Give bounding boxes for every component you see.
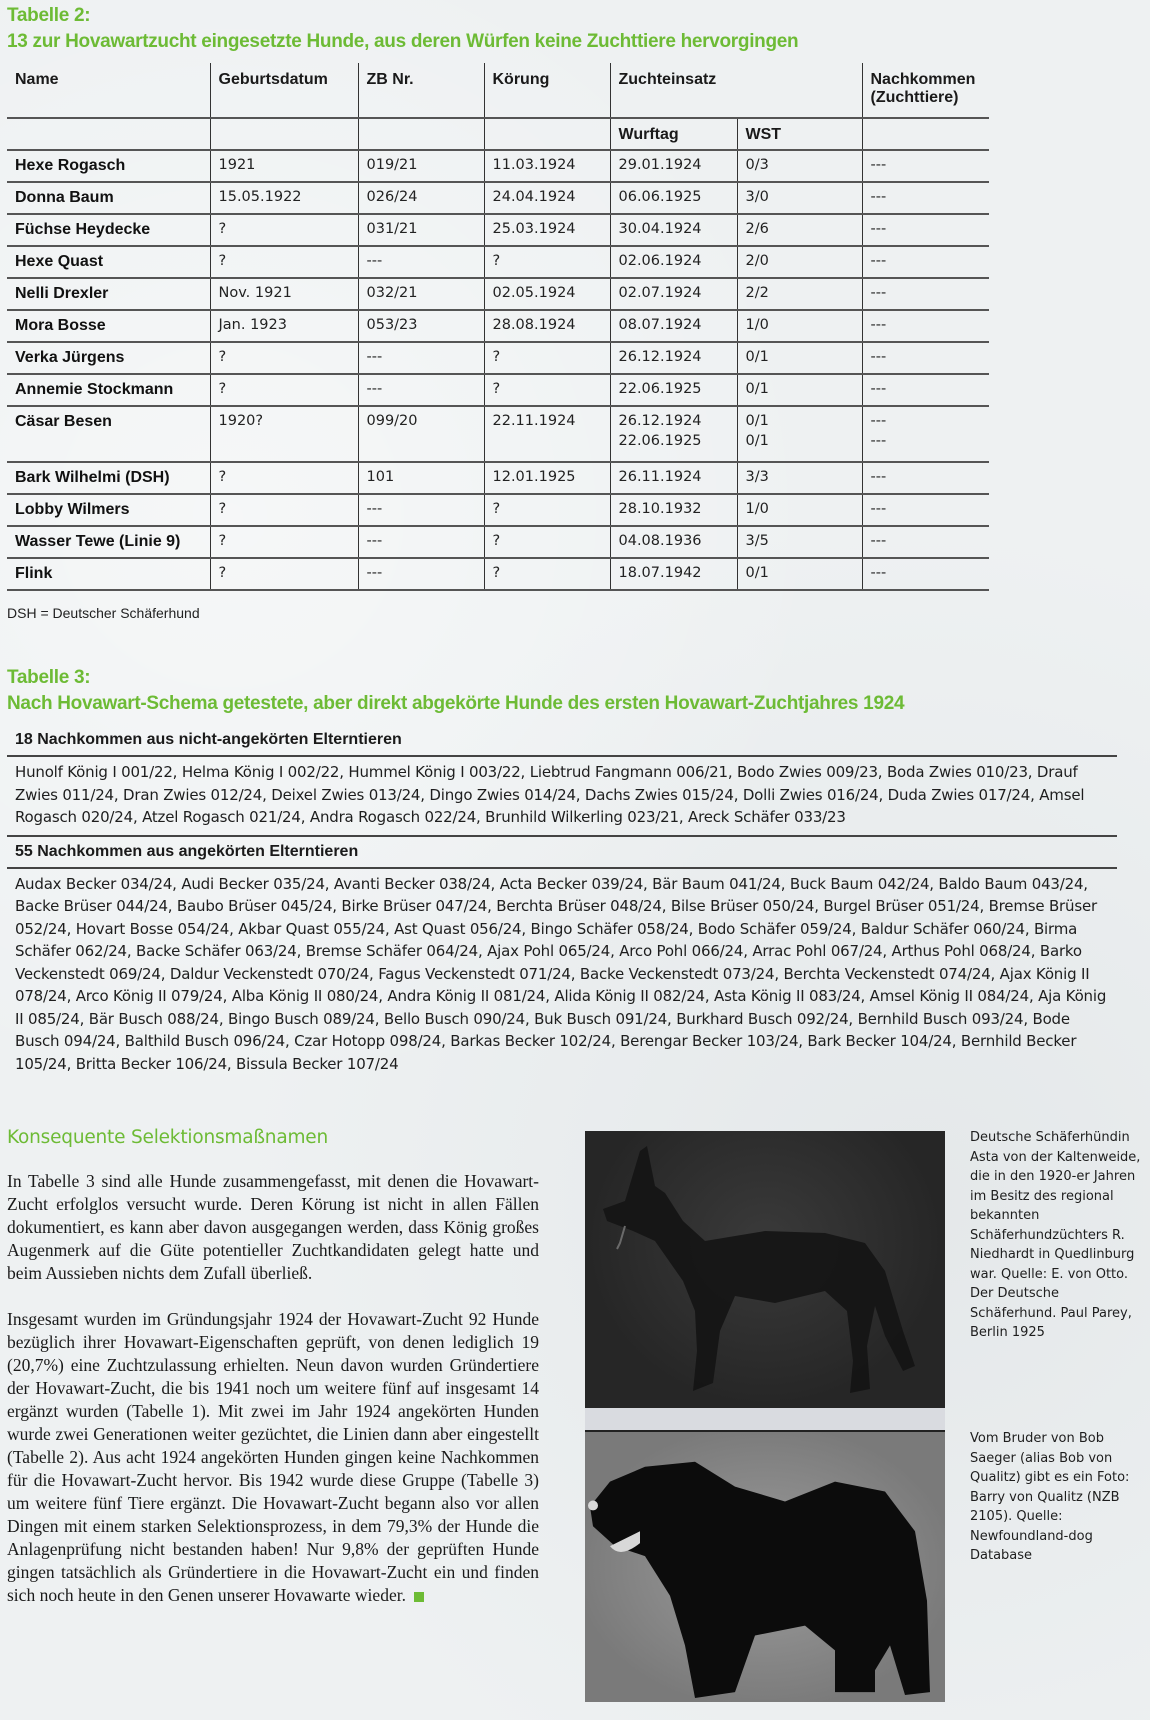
cell-name — [7, 182, 210, 214]
cell-nachkommen-value: --- — [870, 349, 887, 365]
cell-koerung — [484, 462, 610, 494]
cell-wst — [737, 246, 862, 278]
cell-geburtsdatum-value: 15.05.1922 — [218, 189, 302, 205]
header-koerung: Körung — [484, 63, 610, 118]
cell-wst — [737, 558, 862, 590]
cell-wurftag — [610, 526, 737, 558]
cell-wurftag-value: 18.07.1942 — [618, 565, 702, 581]
cell-nachkommen — [862, 342, 989, 374]
cell-koerung-value: 02.05.1924 — [492, 285, 576, 301]
table-row — [7, 342, 989, 374]
cell-nachkommen-value: --- — [870, 221, 887, 237]
cell-zb-nr — [358, 342, 484, 374]
cell-wurftag-value: 30.04.1924 — [618, 221, 702, 237]
cell-geburtsdatum — [210, 214, 358, 246]
table3-label: Tabelle 3: — [7, 667, 91, 688]
cell-nachkommen — [862, 374, 989, 406]
subheader-empty — [210, 118, 358, 150]
cell-name-value: Bark Wilhelmi (DSH) — [15, 469, 170, 486]
table3-group2-heading: 55 Nachkommen aus angekörten Elterntieren — [7, 837, 1117, 869]
cell-zb-nr — [358, 462, 484, 494]
cell-zb-nr — [358, 246, 484, 278]
cell-name-value: Nelli Drexler — [15, 285, 109, 302]
cell-wurftag-value: 28.10.1932 — [618, 501, 702, 517]
cell-nachkommen — [862, 406, 989, 462]
photo2-caption: Vom Bruder von Bob Saeger (alias Bob von Qualitz) gibt es ein Foto: Barry von Qualitz (NZB 2105). Quelle: Newfoundland-dog Database — [970, 1431, 1130, 1563]
table2 — [7, 63, 989, 591]
cell-zb-nr-value: 101 — [366, 469, 395, 485]
cell-nachkommen — [862, 150, 989, 182]
cell-koerung-value: ? — [492, 501, 501, 517]
cell-koerung-value: 11.03.1924 — [492, 157, 576, 173]
cell-wurftag — [610, 310, 737, 342]
cell-name-value: Hexe Rogasch — [15, 157, 126, 174]
cell-koerung-value: ? — [492, 565, 501, 581]
cell-koerung — [484, 494, 610, 526]
cell-zb-nr-value: --- — [366, 533, 383, 549]
cell-name — [7, 150, 210, 182]
cell-zb-nr-value: --- — [366, 349, 383, 365]
cell-nachkommen-value: --- — [870, 469, 887, 485]
cell-zb-nr-value: 026/24 — [366, 189, 418, 205]
cell-name — [7, 526, 210, 558]
cell-wst-value: 0/1 — [745, 349, 769, 365]
cell-wurftag-value: 02.06.1924 — [618, 253, 702, 269]
cell-zb-nr-value: 032/21 — [366, 285, 418, 301]
cell-wst-value: 0/1 — [745, 381, 769, 397]
cell-geburtsdatum — [210, 246, 358, 278]
cell-wst-value: 2/6 — [745, 221, 769, 237]
table-row — [7, 182, 989, 214]
cell-zb-nr — [358, 182, 484, 214]
table-row — [7, 150, 989, 182]
cell-name — [7, 246, 210, 278]
cell-nachkommen — [862, 278, 989, 310]
header-name: Name — [7, 63, 210, 118]
cell-nachkommen — [862, 310, 989, 342]
cell-nachkommen-value: --- — [870, 189, 887, 205]
cell-zb-nr-value: --- — [366, 381, 383, 397]
end-of-article-mark-icon — [414, 1592, 424, 1602]
table3 — [7, 727, 1117, 1081]
cell-wurftag-value: 26.12.1924 — [618, 413, 702, 429]
cell-geburtsdatum-value: ? — [218, 349, 227, 365]
cell-wurftag-value-2: 22.06.1925 — [618, 433, 702, 449]
subheader-empty — [7, 118, 210, 150]
cell-geburtsdatum — [210, 462, 358, 494]
cell-name-value: Donna Baum — [15, 189, 114, 206]
table3-group2-list: Audax Becker 034/24, Audi Becker 035/24, Avanti Becker 038/24, Acta Becker 039/24, Bär Baum 041/24, Buck Baum 042/24, Baldo Baum 043/24, Backe Brüser 044/24, Baubo Brüser 045/24, Birke Brüser 047/24, Berchta Brüser 048/24, Bilse Brüser 050/24, Burgel Brüser 051/24, Bremse Brüser 052/24, Hovart Bosse 054/24, Akbar Quast 055/24, Ast Quast 056/24, Bingo Schäfer 058/24, Bodo Schäfer 059/24, Baldur Schäfer 060/24, Birma Schäfer 062/24, Backe Schäfer 063/24, Bremse Schäfer 064/24, Ajax Pohl 065/24, Arco Pohl 066/24, Arrac Pohl 067/24, Arthus Pohl 068/24, Barko Veckenstedt 069/24, Daldur Veckenstedt 070/24, Fagus Veckenstedt 071/24, Backe Veckenstedt 073/24, Berchta Veckenstedt 074/24, Ajax König II 078/24, Arco König II 079/24, Alba König II 080/24, Andra König II 081/24, Alida König II 082/24, Asta König II 083/24, Amsel König II 084/24, Aja König II 085/24, Bär Busch 088/24, Bingo Busch 089/24, Bello Busch 090/24, Buk Busch 091/24, Burkhard Busch 092/24, Bernhild Busch 093/24, Bode Busch 094/24, Balthild Busch 096/24, Czar Hotopp 098/24, Barkas Becker 102/24, Berengar Becker 103/24, Bark Becker 104/24, Bernhild Becker 105/24, Britta Becker 106/24, Bissula Becker 107/24 — [15, 874, 1107, 1073]
cell-wst-value: 3/5 — [745, 533, 769, 549]
table3-group1-list: Hunolf König I 001/22, Helma König I 002/22, Hummel König I 003/22, Liebtrud Fangmann 006/21, Bodo Zwies 009/23, Boda Zwies 010/23, Drauf Zwies 011/24, Dran Zwies 012/24, Deixel Zwies 013/24, Dingo Zwies 014/24, Dachs Zwies 015/24, Dolli Zwies 016/24, Duda Zwies 017/24, Amsel Rogasch 020/24, Atzel Rogasch 021/24, Andra Rogasch 022/24, Brunhild Wilkerling 023/21, Areck Schäfer 033/23 — [7, 757, 1117, 837]
cell-nachkommen — [862, 462, 989, 494]
cell-wst-value: 0/1 — [745, 565, 769, 581]
cell-nachkommen-value: --- — [870, 317, 887, 333]
cell-koerung-value: ? — [492, 533, 501, 549]
photo-divider — [585, 1408, 945, 1430]
cell-name-value: Cäsar Besen — [15, 413, 112, 430]
cell-nachkommen-value: --- — [870, 413, 887, 429]
cell-geburtsdatum — [210, 278, 358, 310]
cell-wst — [737, 406, 862, 462]
header-zuchteinsatz: Zuchteinsatz — [610, 63, 862, 118]
cell-wurftag — [610, 406, 737, 462]
cell-wurftag — [610, 278, 737, 310]
cell-name — [7, 278, 210, 310]
cell-geburtsdatum-value: ? — [218, 221, 227, 237]
cell-name — [7, 558, 210, 590]
cell-nachkommen-value: --- — [870, 285, 887, 301]
cell-name — [7, 214, 210, 246]
cell-geburtsdatum-value: ? — [218, 501, 227, 517]
table-row — [7, 246, 989, 278]
cell-name-value: Verka Jürgens — [15, 349, 125, 366]
photo1-caption: Deutsche Schäferhündin Asta von der Kaltenweide, die in den 1920-er Jahren im Besitz des regional bekannten Schäferhundzüchters R. Niedhardt in Quedlinburg war. Quelle: E. von Otto. Der Deutsche Schäferhund. Paul Parey, Berlin 1925 — [970, 1130, 1141, 1340]
cell-zb-nr-value: 099/20 — [366, 413, 418, 429]
cell-koerung — [484, 406, 610, 462]
cell-geburtsdatum-value: Nov. 1921 — [218, 285, 292, 301]
table-row — [7, 462, 989, 494]
cell-wst — [737, 310, 862, 342]
cell-zb-nr — [358, 214, 484, 246]
cell-nachkommen — [862, 558, 989, 590]
cell-nachkommen-value: --- — [870, 157, 887, 173]
cell-wurftag-value: 22.06.1925 — [618, 381, 702, 397]
cell-zb-nr — [358, 150, 484, 182]
cell-name-value: Flink — [15, 565, 53, 582]
newfoundland-dog-silhouette-icon — [585, 1432, 945, 1702]
cell-wst-value: 1/0 — [745, 501, 769, 517]
cell-wurftag — [610, 462, 737, 494]
cell-nachkommen — [862, 214, 989, 246]
table-row — [7, 374, 989, 406]
table-row — [7, 214, 989, 246]
cell-geburtsdatum — [210, 150, 358, 182]
cell-zb-nr-value: 031/21 — [366, 221, 418, 237]
cell-koerung — [484, 558, 610, 590]
cell-wst-value-2: 0/1 — [745, 433, 769, 449]
cell-name — [7, 462, 210, 494]
cell-geburtsdatum-value: ? — [218, 469, 227, 485]
cell-geburtsdatum-value: 1920? — [218, 413, 264, 429]
cell-geburtsdatum-value: 1921 — [218, 157, 256, 173]
cell-wurftag-value: 26.12.1924 — [618, 349, 702, 365]
cell-geburtsdatum — [210, 182, 358, 214]
cell-wurftag-value: 26.11.1924 — [618, 469, 702, 485]
cell-koerung-value: 22.11.1924 — [492, 413, 576, 429]
cell-zb-nr-value: --- — [366, 565, 383, 581]
photo-german-shepherd — [585, 1131, 945, 1408]
cell-name — [7, 374, 210, 406]
cell-zb-nr — [358, 310, 484, 342]
cell-koerung-value: 28.08.1924 — [492, 317, 576, 333]
cell-wurftag — [610, 342, 737, 374]
cell-geburtsdatum — [210, 406, 358, 462]
cell-zb-nr — [358, 278, 484, 310]
cell-name-value: Hexe Quast — [15, 253, 104, 270]
cell-koerung — [484, 526, 610, 558]
cell-nachkommen-value: --- — [870, 565, 887, 581]
cell-name-value: Mora Bosse — [15, 317, 106, 334]
cell-zb-nr — [358, 374, 484, 406]
cell-wst-value: 0/1 — [745, 413, 769, 429]
cell-wurftag-value: 06.06.1925 — [618, 189, 702, 205]
cell-name-value: Annemie Stockmann — [15, 381, 174, 398]
german-shepherd-silhouette-icon — [585, 1131, 945, 1408]
cell-wurftag — [610, 558, 737, 590]
cell-koerung — [484, 214, 610, 246]
cell-nachkommen-value: --- — [870, 381, 887, 397]
cell-koerung — [484, 246, 610, 278]
subheader-empty — [358, 118, 484, 150]
cell-wurftag-value: 02.07.1924 — [618, 285, 702, 301]
cell-name-value: Wasser Tewe (Linie 9) — [15, 533, 181, 550]
cell-geburtsdatum — [210, 374, 358, 406]
table2-label: Tabelle 2: — [7, 5, 91, 26]
cell-geburtsdatum — [210, 558, 358, 590]
article-paragraph — [7, 1308, 539, 1607]
cell-wst — [737, 462, 862, 494]
cell-wurftag-value: 08.07.1924 — [618, 317, 702, 333]
cell-nachkommen-value: --- — [870, 253, 887, 269]
table2-footnote: DSH = Deutscher Schäferhund — [7, 605, 200, 621]
cell-wst — [737, 150, 862, 182]
cell-geburtsdatum-value: Jan. 1923 — [218, 317, 287, 333]
cell-nachkommen — [862, 182, 989, 214]
cell-koerung — [484, 374, 610, 406]
cell-nachkommen-value-2: --- — [870, 433, 887, 449]
cell-wst — [737, 374, 862, 406]
cell-koerung — [484, 342, 610, 374]
cell-wurftag-value: 29.01.1924 — [618, 157, 702, 173]
cell-geburtsdatum — [210, 526, 358, 558]
cell-koerung-value: ? — [492, 253, 501, 269]
cell-wst — [737, 526, 862, 558]
table2-subheader-row — [7, 118, 989, 150]
article-paragraph: In Tabelle 3 sind alle Hunde zusammengefasst, mit denen die Hovawart-Zucht erfolglos versucht wurde. Deren Körung ist nicht in allen Fällen dokumentiert, es kann aber davon ausgegangen werden, dass König großes Augenmerk auf die Güte potentieller Zuchtkandidaten gelegt hatte und beim Aussieben nichts dem Zufall überließ. — [7, 1171, 539, 1283]
cell-name — [7, 310, 210, 342]
article-body — [7, 1170, 539, 1630]
cell-geburtsdatum — [210, 342, 358, 374]
cell-name — [7, 406, 210, 462]
header-zb-nr: ZB Nr. — [358, 63, 484, 118]
table3-heading — [7, 665, 904, 717]
table3-title: Nach Hovawart-Schema getestete, aber direkt abgekörte Hunde des ersten Hovawart-Zuchtjahres 1924 — [7, 693, 905, 714]
cell-geburtsdatum — [210, 494, 358, 526]
header-wurftag: Wurftag — [610, 118, 737, 150]
cell-wurftag — [610, 150, 737, 182]
cell-koerung — [484, 278, 610, 310]
cell-wst — [737, 182, 862, 214]
cell-wst — [737, 494, 862, 526]
cell-zb-nr — [358, 558, 484, 590]
header-nachkommen: Nachkommen (Zuchttiere) — [862, 63, 989, 118]
cell-geburtsdatum-value: ? — [218, 565, 227, 581]
cell-zb-nr-value: --- — [366, 501, 383, 517]
article-paragraph-text: Insgesamt wurden im Gründungsjahr 1924 der Hovawart-Zucht 92 Hunde bezüglich ihrer Hovawart-Eigenschaften geprüft, von denen lediglich 19 (20,7%) eine Zuchtzulassung erhielten. Neun davon wurden Gründertiere der Hovawart-Zucht, die bis 1941 noch um weitere fünf auf insgesamt 14 ergänzt wurden (Tabelle 1). Mit zwei im Jahr 1924 angekörten Hunden wurde zwei Generationen weiter gezüchtet, die Linien dann aber eingestellt (Tabelle 2). Aus acht 1924 angekörten Hunden gingen keine Nachkommen für die Hovawart-Zucht hervor. Bis 1942 wurde diese Gruppe (Tabelle 3) um weitere fünf Tiere ergänzt. Die Hovawart-Zucht begann also vor allen Dingen mit einem starken Selektionsprozess, in dem 79,3% der Hunde die Anlagenprüfung nicht bestanden haben! Nur 9,8% der geprüften Hunde gingen tatsächlich als Gründertiere in die Hovawart-Zucht ein und finden sich noch heute in den Genen unserer Hovawarte wieder. — [7, 1309, 539, 1605]
cell-zb-nr — [358, 494, 484, 526]
photo-newfoundland — [585, 1430, 945, 1702]
cell-wst-value: 1/0 — [745, 317, 769, 333]
cell-wst — [737, 342, 862, 374]
cell-wst-value: 0/3 — [745, 157, 769, 173]
cell-koerung-value: ? — [492, 349, 501, 365]
cell-wst-value: 2/0 — [745, 253, 769, 269]
cell-geburtsdatum — [210, 310, 358, 342]
cell-name-value: Füchse Heydecke — [15, 221, 151, 238]
cell-wst — [737, 278, 862, 310]
subheader-empty — [484, 118, 610, 150]
table3-group1-heading: 18 Nachkommen aus nicht-angekörten Elterntieren — [7, 727, 1117, 757]
cell-koerung-value: ? — [492, 381, 501, 397]
table-row — [7, 494, 989, 526]
header-geburtsdatum: Geburtsdatum — [210, 63, 358, 118]
cell-koerung-value: 24.04.1924 — [492, 189, 576, 205]
table-row — [7, 278, 989, 310]
table2-heading — [7, 3, 798, 55]
cell-wurftag — [610, 246, 737, 278]
cell-wst-value: 3/3 — [745, 469, 769, 485]
cell-zb-nr — [358, 406, 484, 462]
cell-koerung-value: 25.03.1924 — [492, 221, 576, 237]
cell-koerung — [484, 150, 610, 182]
table-row — [7, 526, 989, 558]
cell-geburtsdatum-value: ? — [218, 381, 227, 397]
header-wst: WST — [737, 118, 862, 150]
cell-wurftag — [610, 182, 737, 214]
cell-koerung-value: 12.01.1925 — [492, 469, 576, 485]
cell-koerung — [484, 182, 610, 214]
cell-nachkommen — [862, 526, 989, 558]
table2-title: 13 zur Hovawartzucht eingesetzte Hunde, aus deren Würfen keine Zuchttiere hervorgingen — [7, 31, 799, 52]
table2-header-row — [7, 63, 989, 118]
cell-zb-nr-value: --- — [366, 253, 383, 269]
table-row — [7, 558, 989, 590]
cell-koerung — [484, 310, 610, 342]
cell-name — [7, 342, 210, 374]
table2-body — [7, 150, 989, 590]
cell-wurftag-value: 04.08.1936 — [618, 533, 702, 549]
cell-wurftag — [610, 374, 737, 406]
cell-zb-nr-value: 019/21 — [366, 157, 418, 173]
cell-nachkommen-value: --- — [870, 533, 887, 549]
cell-zb-nr-value: 053/23 — [366, 317, 418, 333]
cell-zb-nr — [358, 526, 484, 558]
table-row — [7, 406, 989, 462]
cell-geburtsdatum-value: ? — [218, 533, 227, 549]
table-row — [7, 310, 989, 342]
cell-geburtsdatum-value: ? — [218, 253, 227, 269]
section-heading: Konsequente Selektionsmaßnamen — [7, 1127, 329, 1148]
cell-nachkommen — [862, 246, 989, 278]
cell-name-value: Lobby Wilmers — [15, 501, 130, 518]
cell-wst-value: 3/0 — [745, 189, 769, 205]
cell-wurftag — [610, 494, 737, 526]
cell-name — [7, 494, 210, 526]
cell-nachkommen — [862, 494, 989, 526]
cell-wst-value: 2/2 — [745, 285, 769, 301]
cell-nachkommen-value: --- — [870, 501, 887, 517]
subheader-empty — [862, 118, 989, 150]
cell-wurftag — [610, 214, 737, 246]
cell-wst — [737, 214, 862, 246]
